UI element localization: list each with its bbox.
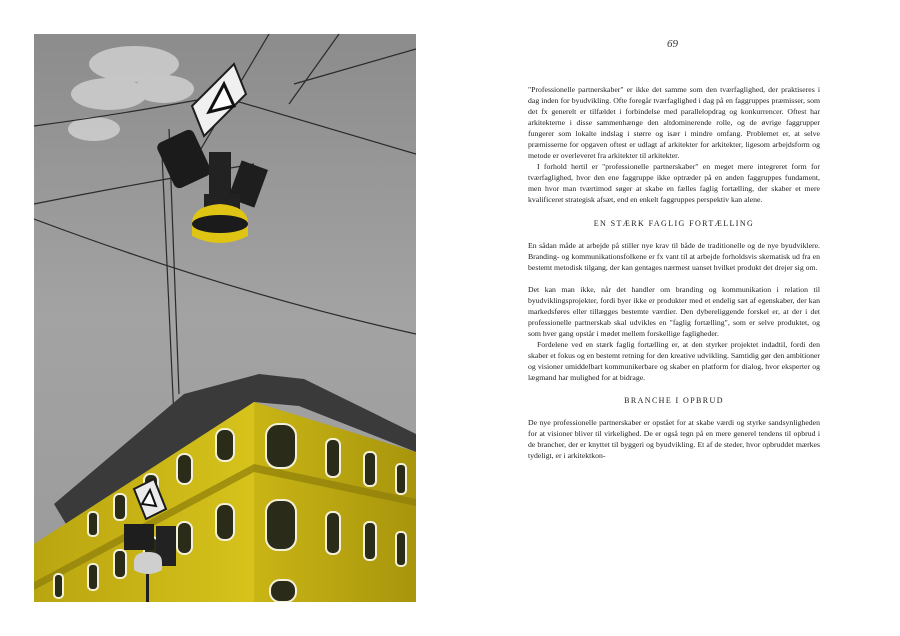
paragraph: "Professionelle partnerskaber" er ikke det samme som den tværfaglighed, der praktiseres i dag inden for byudvikling. Ofte foregår tværfaglighed i dag på en faggruppes præmisser, som det fx generelt er tilfældet i forbindelse med parallelopdrag og konkurrencer. Oftest har arkitekterne i disse sammenhænge den altdominerende rolle, og de øvrige faggrupper fungerer som lokalte indslag i større og især i mindre omfang. Problemet er, at selve præmisserne for opgaven oftest er udlagt af arkitekter for arkitekter, ligesom arbejdsform og metode er overleveret fra arkitekter til arkitekter. — [528, 85, 820, 161]
page-number: 69 — [667, 38, 678, 50]
section-heading: BRANCHE I OPBRUD — [624, 396, 724, 406]
paragraph: Det kan man ikke, når det handler om branding og kommunikation i relation til byudviklingsprojekter, fordi byer ikke er produkter med et endelig sæt af egenskaber, der kan markedsføres eller tillægges bestemte værdier. Den dybereliggende forskel er, at der i det professionelle partnerskab skal udvikles en "faglig fortælling", som er selve produktet, og som hver gang opstår i mødet mellem forskellige fagligheder. — [528, 284, 820, 338]
photograph-yellow-building — [34, 34, 416, 602]
paragraph: Fordelene ved en stærk faglig fortælling er, at den styrker projektet indadtil, fordi den skaber et fokus og en bestemt retning for den kreative udvikling. Samtidig gør den ambitioner og visioner umiddelbart kommunikerbare og skaber en platform for dialog, hvor eksperter og lægmand har mulighed for at bidrage. — [528, 339, 820, 383]
paragraph: I forhold hertil er "professionelle partnerskaber" en meget mere integreret form for tværfaglighed, hvor den ene faggruppe ikke optræder på en anden faggruppes fundament, men hvor man tværtimod søger at skabe en fælles faglig fortælling, der skaber et mere kvalificeret strategisk afsæt, end en enkelt faggruppes perspektiv kan alene. — [528, 162, 820, 205]
paragraph: De nye professionelle partnerskaber er opstået for at skabe værdi og styrke sandsynligheden for at visioner bliver til virkelighed. De er også tegn på en mere generel tendens til opbrud i de brancher, der er knyttet til byggeri og byudvikling. Et af de steder, hvor opbruddet mærkes tydeligt, er i arkitektkon- — [528, 418, 820, 461]
paragraph: En sådan måde at arbejde på stiller nye krav til både de traditionelle og de nye byudviklere. Branding- og kommunikationsfolkene er fx vant til at arbejde forholdsvis skematisk ud fra en bestemt metodisk tilgang, der kan gentages nærmest uanset hvilket produkt det drejer sig om. — [528, 240, 820, 272]
body-text-column — [528, 84, 820, 461]
section-heading: EN STÆRK FAGLIG FORTÆLLING — [593, 218, 755, 228]
photo-illustration — [34, 34, 416, 602]
